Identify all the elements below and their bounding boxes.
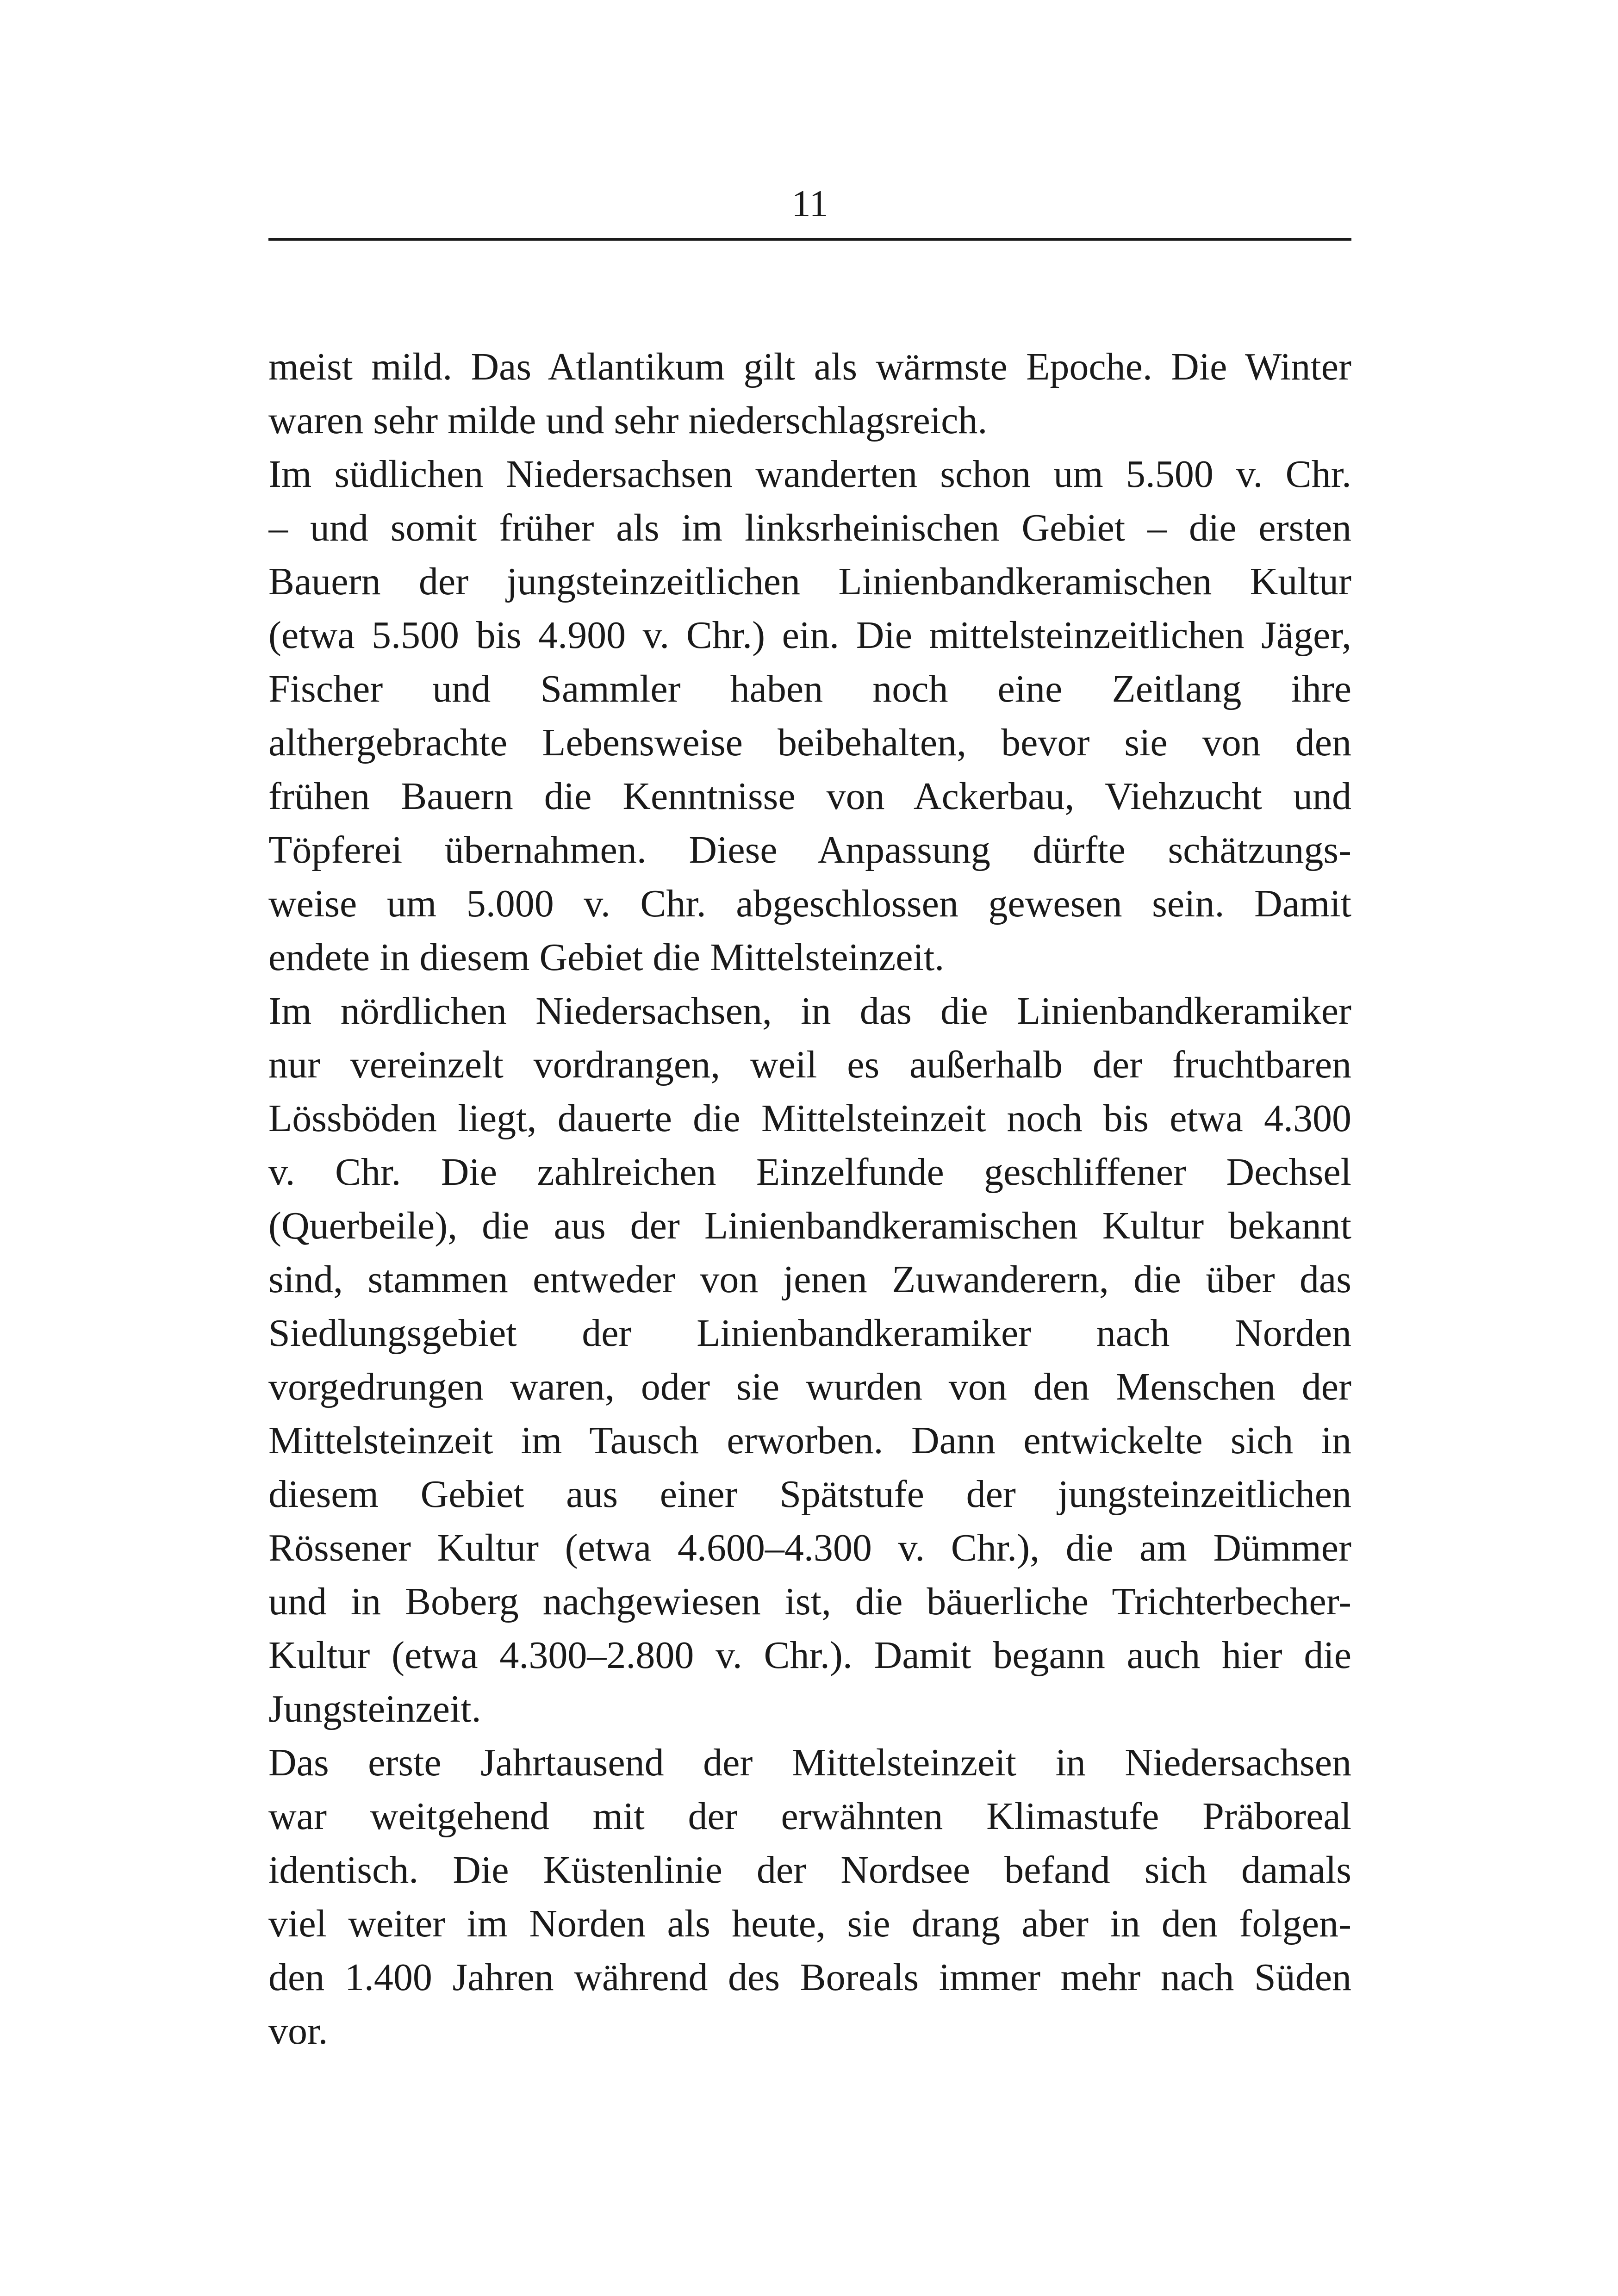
text-line: (Querbeile), die aus der Linienbandkeramischen Kultur bekannt <box>268 1204 1351 1247</box>
text-line: waren sehr milde und sehr niederschlagsreich. <box>268 399 988 442</box>
text-line: Rössener Kultur (etwa 4.600–4.300 v. Chr.), die am Dümmer <box>268 1526 1351 1569</box>
text-line: Im nördlichen Niedersachsen, in das die Linienbandkeramiker <box>268 989 1351 1033</box>
text-line: Mittelsteinzeit im Tausch erworben. Dann entwickelte sich in <box>268 1419 1351 1462</box>
text-line: v. Chr. Die zahlreichen Einzelfunde geschliffener Dechsel <box>268 1151 1351 1194</box>
text-line: (etwa 5.500 bis 4.900 v. Chr.) ein. Die mittelsteinzeitlichen Jäger, <box>268 614 1351 657</box>
text-line: endete in diesem Gebiet die Mittelsteinzeit. <box>268 936 945 979</box>
text-line: frühen Bauern die Kenntnisse von Ackerbau, Viehzucht und <box>268 775 1351 818</box>
text-line: war weitgehend mit der erwähnten Klimastufe Präboreal <box>268 1795 1351 1838</box>
text-line: Bauern der jungsteinzeitlichen Linienbandkeramischen Kultur <box>268 560 1351 603</box>
text-line: Jungsteinzeit. <box>268 1687 481 1730</box>
text-line: Töpferei übernahmen. Diese Anpassung dürfte schätzungs- <box>268 828 1351 871</box>
text-line: – und somit früher als im linksrheinischen Gebiet – die ersten <box>268 506 1351 549</box>
text-line: und in Boberg nachgewiesen ist, die bäuerliche Trichterbecher- <box>268 1580 1351 1623</box>
page-header <box>268 176 1351 241</box>
header-rule <box>268 238 1351 241</box>
text-line: Im südlichen Niedersachsen wanderten schon um 5.500 v. Chr. <box>268 453 1351 496</box>
text-line: vorgedrungen waren, oder sie wurden von den Menschen der <box>268 1365 1351 1408</box>
text-line: Das erste Jahrtausend der Mittelsteinzeit in Niedersachsen <box>268 1741 1351 1784</box>
text-line: Lössböden liegt, dauerte die Mittelsteinzeit noch bis etwa 4.300 <box>268 1097 1351 1140</box>
paragraph <box>268 448 1351 984</box>
text-line: Siedlungsgebiet der Linienbandkeramiker nach Norden <box>268 1312 1351 1355</box>
text-line: den 1.400 Jahren während des Boreals immer mehr nach Süden <box>268 1956 1351 1999</box>
body-text <box>268 340 1351 2058</box>
paragraph <box>268 984 1351 1736</box>
text-line: weise um 5.000 v. Chr. abgeschlossen gewesen sein. Damit <box>268 882 1351 925</box>
paragraph <box>268 1736 1351 2058</box>
text-line: diesem Gebiet aus einer Spätstufe der jungsteinzeitlichen <box>268 1473 1351 1516</box>
text-line: viel weiter im Norden als heute, sie drang aber in den folgen- <box>268 1902 1351 1945</box>
text-line: identisch. Die Küstenlinie der Nordsee befand sich damals <box>268 1848 1351 1892</box>
text-line: Kultur (etwa 4.300–2.800 v. Chr.). Damit begann auch hier die <box>268 1634 1351 1677</box>
text-line: Fischer und Sammler haben noch eine Zeitlang ihre <box>268 667 1351 710</box>
text-line: althergebrachte Lebensweise beibehalten, bevor sie von den <box>268 721 1351 764</box>
text-line: meist mild. Das Atlantikum gilt als wärmste Epoche. Die Winter <box>268 345 1351 388</box>
text-line: sind, stammen entweder von jenen Zuwanderern, die über das <box>268 1258 1351 1301</box>
paragraph <box>268 340 1351 448</box>
text-line: nur vereinzelt vordrangen, weil es außerhalb der fruchtbaren <box>268 1043 1351 1086</box>
text-line: vor. <box>268 2010 328 2053</box>
page-number: 11 <box>791 182 828 224</box>
